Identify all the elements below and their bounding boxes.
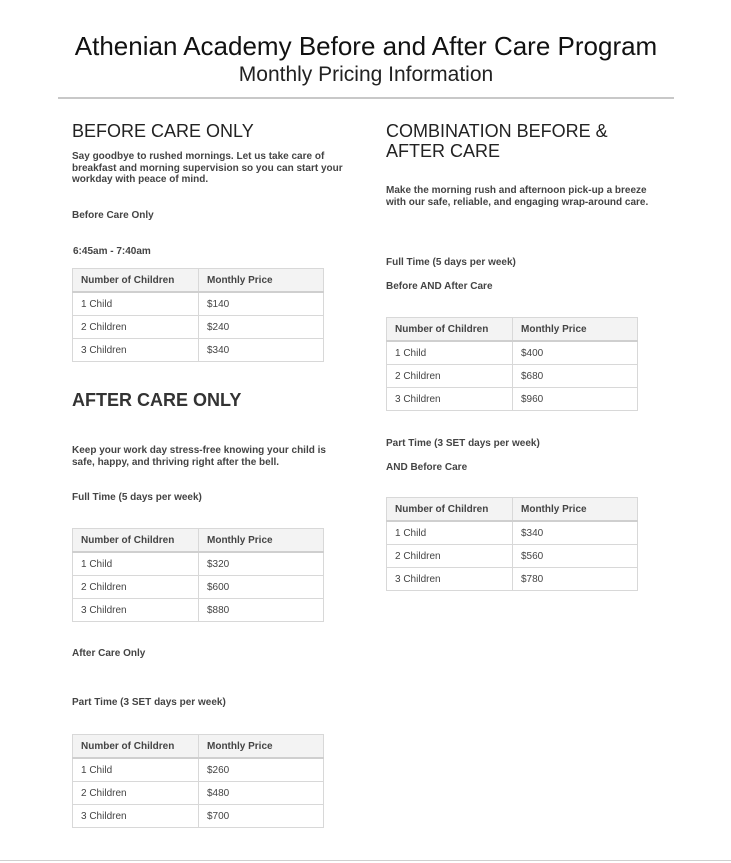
table-row: [73, 782, 324, 805]
table-row: [387, 365, 638, 388]
table-row: [73, 805, 324, 828]
table-header-row: [387, 318, 638, 342]
children-cell: 2 Children: [73, 576, 199, 599]
after-care-part-time-label: Part Time (3 SET days per week): [72, 697, 226, 708]
page-header: [58, 30, 674, 88]
children-cell: 1 Child: [73, 552, 199, 576]
combination-part-time-sub: AND Before Care: [386, 462, 468, 473]
column-header-children: Number of Children: [73, 735, 199, 759]
price-cell: $600: [199, 576, 324, 599]
table-header-row: [73, 529, 324, 553]
table-row: [73, 339, 324, 362]
table-row: [387, 568, 638, 591]
combination-full-time-sub: Before AND After Care: [386, 281, 493, 292]
table-row: [73, 576, 324, 599]
after-care-part-time-price-table: [72, 734, 324, 828]
price-cell: $240: [199, 316, 324, 339]
children-cell: 1 Child: [387, 341, 513, 365]
column-header-price: Monthly Price: [199, 529, 324, 553]
table-row: [387, 388, 638, 411]
column-header-price: Monthly Price: [199, 735, 324, 759]
column-header-price: Monthly Price: [513, 318, 638, 342]
price-cell: $140: [199, 292, 324, 316]
table-header-row: [387, 498, 638, 522]
price-cell: $680: [513, 365, 638, 388]
column-header-price: Monthly Price: [513, 498, 638, 522]
before-care-label: Before Care Only: [72, 210, 154, 221]
column-header-children: Number of Children: [73, 529, 199, 553]
price-cell: $480: [199, 782, 324, 805]
page-subtitle: Monthly Pricing Information: [238, 63, 494, 86]
price-cell: $340: [199, 339, 324, 362]
combination-heading: [386, 121, 686, 161]
table-row: [387, 521, 638, 545]
table-row: [73, 599, 324, 622]
price-cell: $880: [199, 599, 324, 622]
after-care-heading: AFTER CARE ONLY: [72, 390, 242, 410]
price-cell: $780: [513, 568, 638, 591]
page-title: Athenian Academy Before and After Care Program: [74, 31, 658, 61]
column-header-children: Number of Children: [387, 318, 513, 342]
combination-full-time-label: Full Time (5 days per week): [386, 257, 516, 268]
table-header-row: [73, 269, 324, 293]
combination-heading-line-1: COMBINATION BEFORE &: [386, 121, 608, 141]
table-row: [73, 316, 324, 339]
before-care-heading: BEFORE CARE ONLY: [72, 121, 254, 141]
children-cell: 2 Children: [73, 782, 199, 805]
combination-part-time-price-table: [386, 497, 638, 591]
column-header-children: Number of Children: [73, 269, 199, 293]
price-cell: $560: [513, 545, 638, 568]
children-cell: 2 Children: [387, 365, 513, 388]
after-care-label: After Care Only: [72, 648, 146, 659]
children-cell: 2 Children: [387, 545, 513, 568]
combination-heading-line-2: AFTER CARE: [386, 141, 501, 161]
children-cell: 1 Child: [73, 292, 199, 316]
before-care-price-table: [72, 268, 324, 362]
table-header-row: [73, 735, 324, 759]
price-cell: $320: [199, 552, 324, 576]
combination-description: Make the morning rush and afternoon pick-up a breeze with our safe, reliable, and engaging wrap-around care.: [386, 185, 649, 208]
page-bottom-border: [0, 860, 731, 861]
price-cell: $700: [199, 805, 324, 828]
header-divider: [58, 97, 674, 99]
table-row: [387, 341, 638, 365]
children-cell: 3 Children: [387, 388, 513, 411]
combination-full-time-price-table: [386, 317, 638, 411]
after-care-description: Keep your work day stress-free knowing your child is safe, happy, and thriving right after the bell.: [72, 445, 326, 468]
column-header-price: Monthly Price: [199, 269, 324, 293]
children-cell: 3 Children: [73, 805, 199, 828]
before-care-hours: 6:45am - 7:40am: [73, 246, 151, 257]
table-row: [73, 292, 324, 316]
children-cell: 1 Child: [387, 521, 513, 545]
price-cell: $400: [513, 341, 638, 365]
after-care-full-time-price-table: [72, 528, 324, 622]
table-row: [73, 552, 324, 576]
combination-part-time-label: Part Time (3 SET days per week): [386, 438, 540, 449]
after-care-full-time-label: Full Time (5 days per week): [72, 492, 202, 503]
before-care-description: Say goodbye to rushed mornings. Let us take care of breakfast and morning supervision so you can start your workday with peace of mind.: [72, 151, 343, 185]
children-cell: 3 Children: [73, 599, 199, 622]
children-cell: 2 Children: [73, 316, 199, 339]
price-cell: $340: [513, 521, 638, 545]
children-cell: 1 Child: [73, 758, 199, 782]
column-header-children: Number of Children: [387, 498, 513, 522]
price-cell: $960: [513, 388, 638, 411]
price-cell: $260: [199, 758, 324, 782]
children-cell: 3 Children: [73, 339, 199, 362]
children-cell: 3 Children: [387, 568, 513, 591]
table-row: [387, 545, 638, 568]
table-row: [73, 758, 324, 782]
